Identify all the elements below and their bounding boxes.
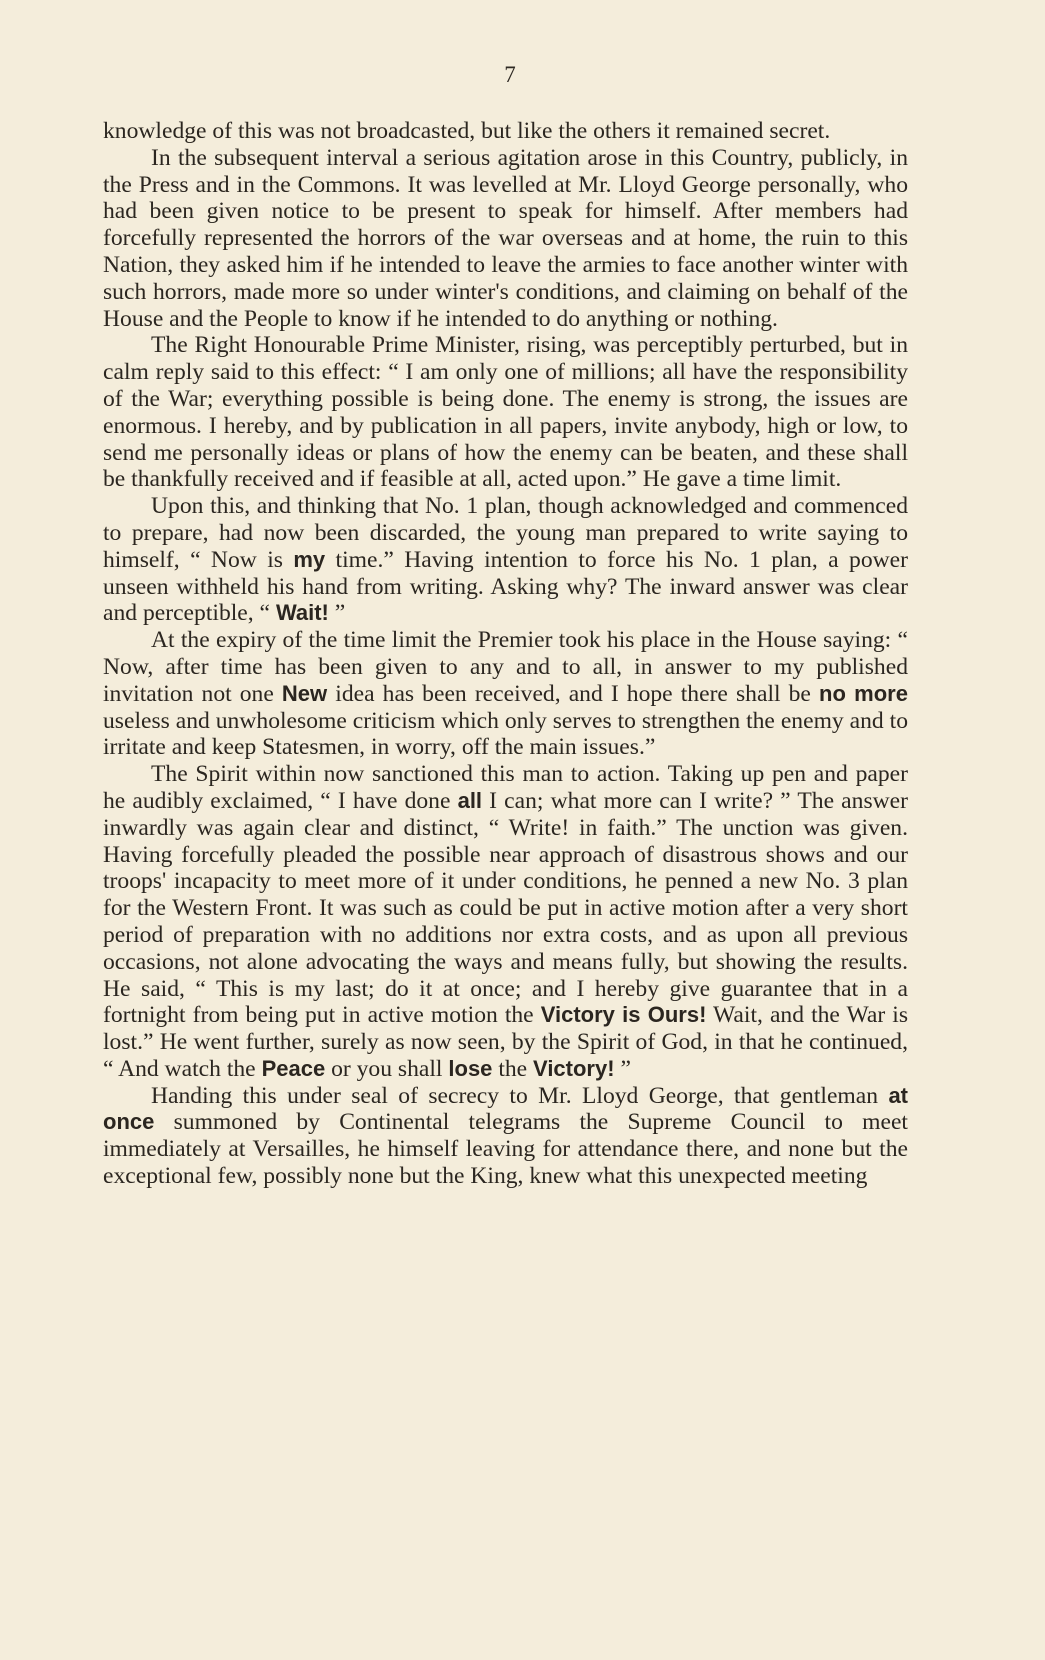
text-run: In the subsequent interval a serious agitation arose in this Country, publicly, in the Press and in the Commons. It was levelled at Mr. Lloyd George personally, who had been given notice to be present to speak for himself. After members had forcefully represented the horrors of the war overseas and at home, the ruin to this Nation, they asked him if he intended to leave the armies to face another winter with such horrors, made more so under winter's conditions, and claiming on behalf of the House and the People to know if he intended to do anything or nothing.: [103, 144, 908, 332]
text-run: Upon this, and thinking that No. 1 plan, though acknowledged and commenced to prepare, had now been discarded, the young man prepared to write saying to himself, “ Now is: [103, 493, 908, 573]
text-run: time.” Having intention to force his No. 1 plan, a power unseen withheld his hand from writing. Asking why? The inward answer was clear and perceptible, “: [103, 546, 908, 627]
paragraph-7: [103, 1083, 908, 1190]
text-run: ”: [614, 1055, 631, 1082]
emphasis-text: at once: [103, 1082, 908, 1135]
text-run: I can; what more can I write? ” The answer inwardly was again clear and distinct, “ Write! in faith.” The unction was given. Having forcefully pleaded the possible near approach of disastrous shows and our troops' incapacity to meet more of it under conditions, he penned a new No. 3 plan for the Western Front. It was such as could be put in active motion after a very short period of preparation with no additions nor extra costs, and as upon all previous occasions, not alone advocating the ways and means fully, but showing the results. He said, “ This is my last; do it at once; and I hereby give guarantee that in a fortnight from being put in active motion the: [103, 787, 908, 1029]
text-run: knowledge of this was not broadcasted, but like the others it remained secret.: [103, 118, 831, 144]
emphasis-text: Peace: [261, 1055, 326, 1081]
paragraph-5: [103, 627, 908, 761]
emphasis-text: Victory is Ours!: [540, 1002, 707, 1028]
text-run: ”: [328, 600, 346, 627]
paragraph-1: [103, 118, 908, 145]
text-run: At the expiry of the time limit the Premier took his place in the House saying: “ Now, after time has been given to any and to all, in answer to my published invitation not one: [103, 627, 908, 707]
emphasis-text: all: [457, 787, 483, 813]
paragraph-2: [103, 145, 908, 333]
emphasis-text: Wait!: [275, 600, 329, 626]
paragraph-3: [103, 332, 908, 493]
paragraph-6: [103, 761, 908, 1083]
emphasis-text: Victory!: [533, 1055, 615, 1081]
text-run: The Spirit within now sanctioned this man to action. Taking up pen and paper he audibly exclaimed, “ I have done: [103, 761, 908, 814]
emphasis-text: New: [281, 680, 328, 706]
text-run: useless and unwholesome criticism which only serves to strengthen the enemy and to irritate and keep Statesmen, in worry, off the main issues.”: [103, 707, 908, 761]
text-run: or you shall: [325, 1055, 449, 1082]
text-run: the: [492, 1055, 534, 1082]
page-number: 7: [504, 62, 516, 87]
text-run: Wait, and the War is lost.” He went further, surely as now seen, by the Spirit of God, in that he continued, “ And watch the: [103, 1002, 908, 1082]
text-run: Handing this under seal of secrecy to Mr. Lloyd George, that gentleman: [151, 1082, 889, 1109]
text-run: summoned by Continental telegrams the Supreme Council to meet immediately at Versailles, he himself leaving for attendance there, and none but the exceptional few, possibly none but the King, knew what this unexpected meeting: [103, 1109, 908, 1190]
emphasis-text: my: [293, 546, 326, 572]
text-run: idea has been received, and I hope there shall be: [327, 680, 819, 707]
body-text: [103, 118, 908, 1190]
text-run: The Right Honourable Prime Minister, rising, was perceptibly perturbed, but in calm reply said to this effect: “ I am only one of millions; all have the responsibility of the War; everything possible is being done. The enemy is strong, the issues are enormous. I hereby, and by publication in all papers, invite anybody, high or low, to send me personally ideas or plans of how the enemy can be beaten, and these shall be thankfully received and if feasible at all, acted upon.” He gave a time limit.: [103, 332, 908, 493]
emphasis-text: no more: [819, 680, 908, 706]
emphasis-text: lose: [448, 1055, 493, 1081]
paragraph-4: [103, 493, 908, 627]
